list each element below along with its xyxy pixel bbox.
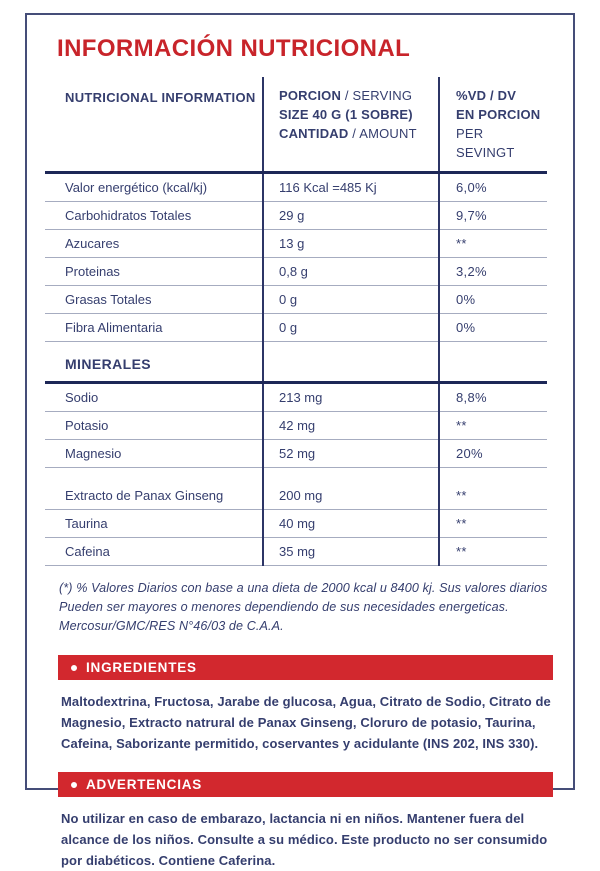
- nutrient-amount: 0 g: [263, 286, 439, 314]
- warnings-heading: ADVERTENCIAS: [86, 777, 203, 793]
- nutrient-name: Cafeina: [45, 538, 263, 566]
- serving-header-line3: CANTIDAD / AMOUNT: [279, 125, 417, 141]
- nutrient-dv: 0%: [439, 286, 547, 314]
- table-row: [45, 510, 547, 538]
- table-row: [45, 230, 547, 258]
- nutrient-dv: 0%: [439, 314, 547, 342]
- nutrient-dv: 6,0%: [439, 173, 547, 202]
- nutrient-amount: 29 g: [263, 202, 439, 230]
- table-row: [45, 538, 547, 566]
- table-row: [45, 440, 547, 468]
- dv-header-line1: %VD / DV: [456, 88, 517, 103]
- nutrient-name: Potasio: [45, 412, 263, 440]
- warnings-text: No utilizar en caso de embarazo, lactancia ni en niños. Mantener fuera del alcance de los niños. Consulte a su médico. Este producto no ser consumido por diabéticos. Contiene Caferina.: [61, 811, 548, 869]
- dv-header-line3: PER SEVINGT: [456, 125, 515, 160]
- nutrient-amount: 0 g: [263, 314, 439, 342]
- nutrient-dv: 8,8%: [439, 383, 547, 412]
- nutrient-name: Sodio: [45, 383, 263, 412]
- target-dot-icon: [71, 665, 77, 671]
- ingredients-banner: [58, 655, 553, 680]
- nutrition-table: [45, 77, 547, 566]
- nutrient-amount: 42 mg: [263, 412, 439, 440]
- table-header-row: [45, 77, 547, 173]
- nutrient-name: Grasas Totales: [45, 286, 263, 314]
- minerals-section-header: MINERALES: [45, 342, 263, 383]
- nutrient-amount: 116 Kcal =485 Kj: [263, 173, 439, 202]
- nutrient-amount: 40 mg: [263, 510, 439, 538]
- table-row: [45, 258, 547, 286]
- nutrient-name: Carbohidratos Totales: [45, 202, 263, 230]
- ingredients-text: Maltodextrina, Fructosa, Jarabe de glucosa, Agua, Citrato de Sodio, Citrato de Magnesio, Extracto natrural de Panax Ginseng, Cloruro de potasio, Taurina, Cafeina, Saborizante permitido, coservantes y acidulante (INS 202, INS 330).: [61, 694, 551, 752]
- nutrient-amount: 35 mg: [263, 538, 439, 566]
- target-dot-icon: [71, 782, 77, 788]
- dv-header-line2: EN PORCION: [456, 106, 541, 122]
- nutrient-dv: **: [439, 230, 547, 258]
- warnings-banner: [58, 772, 553, 797]
- nutrient-dv: **: [439, 510, 547, 538]
- table-row: [45, 383, 547, 412]
- nutrient-dv: 20%: [439, 440, 547, 468]
- nutrient-dv: 3,2%: [439, 258, 547, 286]
- serving-header-line1: PORCION / SERVING: [279, 88, 413, 103]
- daily-values-footnote: (*) % Valores Diarios con base a una dieta de 2000 kcal u 8400 kj. Sus valores diarios Pueden ser mayores o menores dependiendo de sus necesidades energeticas. Mercosur/GMC/RES N°46/03 de C.A.A.: [59, 581, 548, 634]
- table-row: [45, 314, 547, 342]
- nutrient-name: Fibra Alimentaria: [45, 314, 263, 342]
- table-row: [45, 412, 547, 440]
- minerals-section-row: [45, 342, 547, 383]
- ingredients-heading: INGREDIENTES: [86, 660, 197, 676]
- serving-header-line2: SIZE 40 G (1 SOBRE): [279, 106, 413, 122]
- nutrient-amount: 13 g: [263, 230, 439, 258]
- nutrient-name: Extracto de Panax Ginseng: [45, 468, 263, 510]
- serving-size-header: [263, 77, 439, 173]
- nutrient-name: Azucares: [45, 230, 263, 258]
- nutrient-name: Valor energético (kcal/kj): [45, 173, 263, 202]
- nutrient-name: Taurina: [45, 510, 263, 538]
- nutrient-amount: 0,8 g: [263, 258, 439, 286]
- col1-header: NUTRICIONAL INFORMATION: [45, 77, 263, 173]
- page-title: INFORMACIÓN NUTRICIONAL: [57, 35, 411, 62]
- minerals-empty-dv: [439, 342, 547, 383]
- minerals-empty-amount: [263, 342, 439, 383]
- nutrient-name: Proteinas: [45, 258, 263, 286]
- nutrient-amount: 200 mg: [263, 468, 439, 510]
- nutrient-dv: **: [439, 412, 547, 440]
- nutrient-dv: **: [439, 538, 547, 566]
- nutrition-label-box: [25, 13, 575, 869]
- daily-value-header: [439, 77, 547, 173]
- table-row: [45, 286, 547, 314]
- nutrient-amount: 52 mg: [263, 440, 439, 468]
- nutrient-name: Magnesio: [45, 440, 263, 468]
- nutrient-dv: **: [439, 468, 547, 510]
- table-row: [45, 202, 547, 230]
- table-row: [45, 173, 547, 202]
- table-row: [45, 468, 547, 510]
- nutrient-dv: 9,7%: [439, 202, 547, 230]
- nutrient-amount: 213 mg: [263, 383, 439, 412]
